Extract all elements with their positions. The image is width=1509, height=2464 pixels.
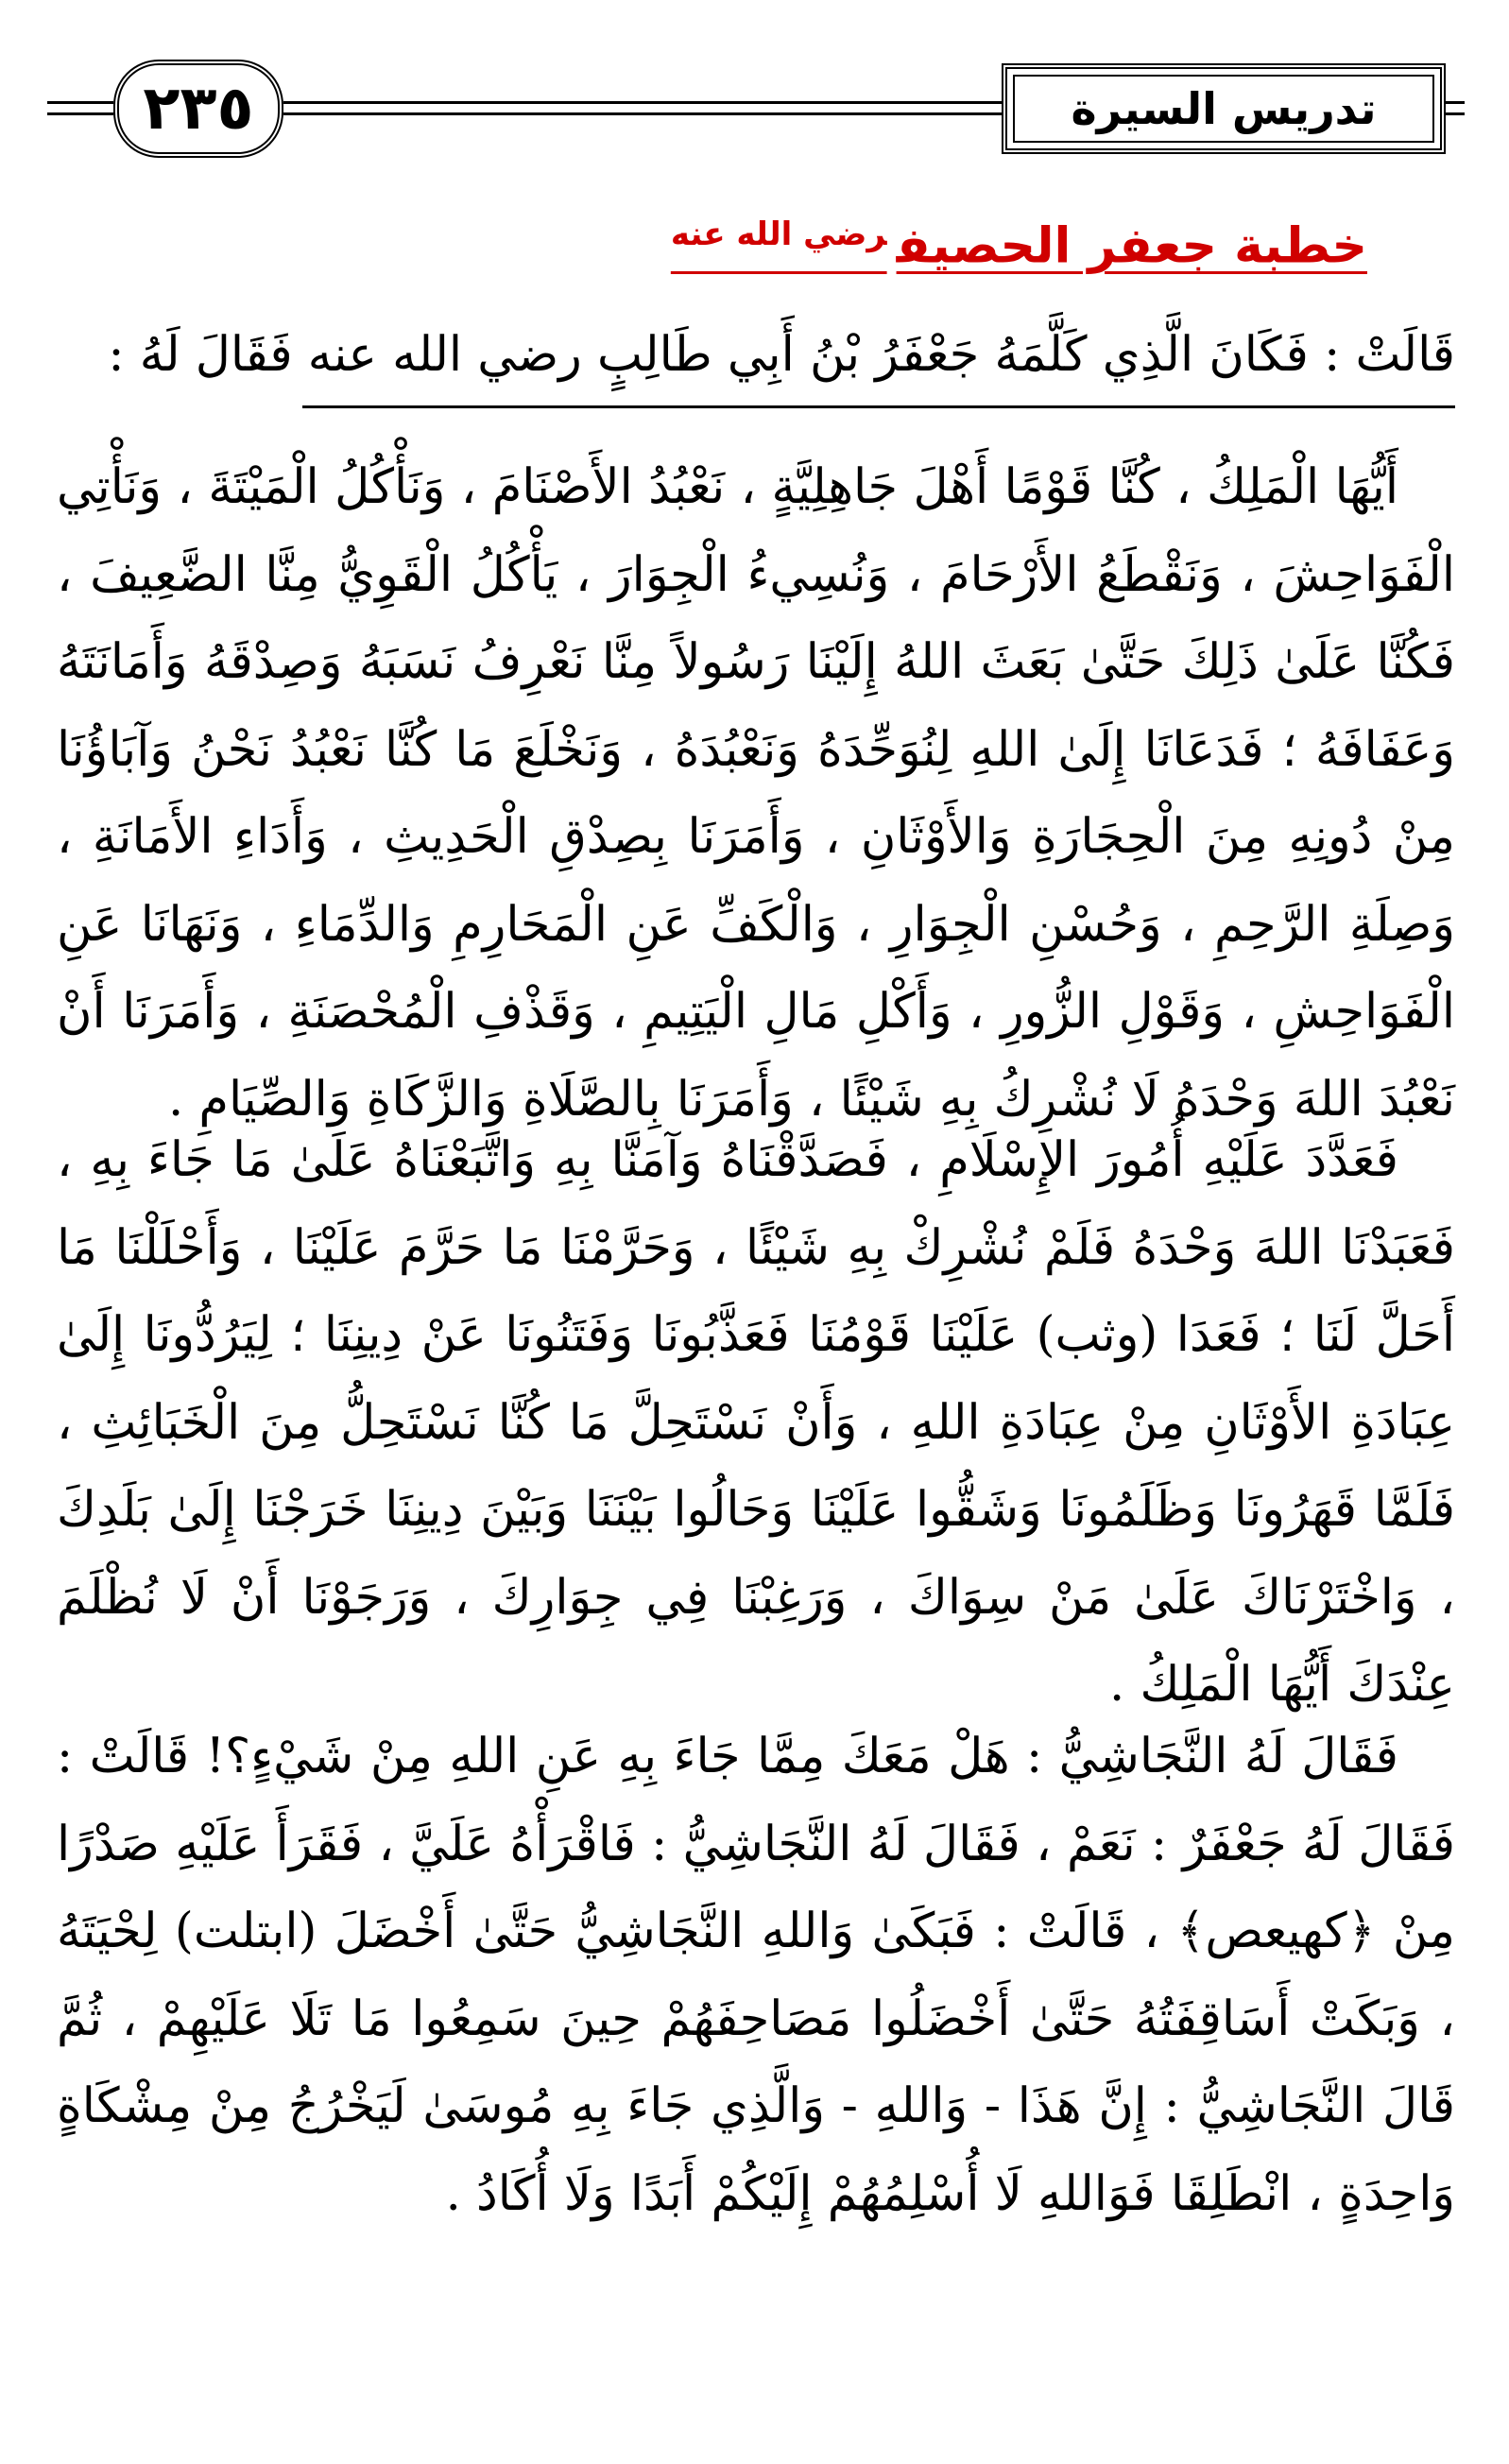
header-rule-middle-top [283,101,1002,104]
intro-line: قَالَتْ : فَكَانَ الَّذِي كَلَّمَهُ جَعْفَرُ بْنُ أَبِي طَالِبٍ رضي الله عنه فَقَالَ لَهُ : [302,312,1455,408]
section-heading [671,215,1367,274]
page-header [47,52,1465,165]
header-rule-left-top [47,101,113,104]
section-title-honorific: رضي الله عنه [670,215,887,253]
page-number: ٢٣٥ [143,74,254,144]
running-title-frame [1002,63,1446,154]
section-title: خطبة جعفر الحصيف [896,217,1367,275]
page-number-frame [113,60,283,158]
header-rule-right-bottom [1446,112,1465,115]
paragraph-1: أَيُّهَا الْمَلِكُ ، كُنَّا قَوْمًا أَهْلَ جَاهِلِيَّةٍ ، نَعْبُدُ الأَصْنَامَ ، وَنَأْكُلُ الْمَيْتَةَ ، وَنَأْتِي الْفَوَاحِشَ ، وَنَقْطَعُ الأَرْحَامَ ، وَنُسِيءُ الْجِوَارَ ، يَأْكُلُ الْقَوِيُّ مِنَّا الضَّعِيفَ ، فَكُنَّا عَلَىٰ ذَلِكَ حَتَّىٰ بَعَثَ اللهُ إِلَيْنَا رَسُولاً مِنَّا نَعْرِفُ نَسَبَهُ وَصِدْقَهُ وَأَمَانَتَهُ وَعَفَافَهُ ؛ فَدَعَانَا إِلَىٰ اللهِ لِنُوَحِّدَهُ وَنَعْبُدَهُ ، وَنَخْلَعَ مَا كُنَّا نَعْبُدُ نَحْنُ وَآبَاؤُنَا مِنْ دُونِهِ مِنَ الْحِجَارَةِ وَالأَوْثَانِ ، وَأَمَرَنَا بِصِدْقِ الْحَدِيثِ ، وَأَدَاءِ الأَمَانَةِ ، وَصِلَةِ الرَّحِمِ ، وَحُسْنِ الْجِوَارِ ، وَالْكَفِّ عَنِ الْمَحَارِمِ وَالدِّمَاءِ ، وَنَهَانَا عَنِ الْفَوَاحِشِ ، وَقَوْلِ الزُّورِ ، وَأَكْلِ مَالِ الْيَتِيمِ ، وَقَذْفِ الْمُحْصَنَةِ ، وَأَمَرَنَا أَنْ نَعْبُدَ اللهَ وَحْدَهُ لَا نُشْرِكُ بِهِ شَيْئًا ، وَأَمَرَنَا بِالصَّلَاةِ وَالزَّكَاةِ وَالصِّيَامِ . [57,459,1455,1128]
running-title: تدريس السيرة [1013,75,1434,143]
header-rule-middle-bottom [283,112,1002,115]
paragraph-3: فَقَالَ لَهُ النَّجَاشِيُّ : هَلْ مَعَكَ مِمَّا جَاءَ بِهِ عَنِ اللهِ مِنْ شَيْءٍ؟! قَالَتْ : فَقَالَ لَهُ جَعْفَرٌ : نَعَمْ ، فَقَالَ لَهُ النَّجَاشِيُّ : فَاقْرَأْهُ عَلَيَّ ، فَقَرَأَ عَلَيْهِ صَدْرًا مِنْ ﴿كهيعص﴾ ، قَالَتْ : فَبَكَىٰ وَاللهِ النَّجَاشِيُّ حَتَّىٰ أَخْضَلَ (ابتلت) لِحْيَتَهُ ، وَبَكَتْ أَسَاقِفَتُهُ حَتَّىٰ أَخْضَلُوا مَصَاحِفَهُمْ حِينَ سَمِعُوا مَا تَلَا عَلَيْهِمْ ، ثُمَّ قَالَ النَّجَاشِيُّ : إِنَّ هَذَا - وَاللهِ - وَالَّذِي جَاءَ بِهِ مُوسَىٰ لَيَخْرُجُ مِنْ مِشْكَاةٍ وَاحِدَةٍ ، انْطَلِقَا فَوَاللهِ لَا أُسْلِمُهُمْ إِلَيْكُمْ أَبَدًا وَلَا أُكَادُ . [57,1729,1455,2222]
header-rule-left-bottom [47,112,113,115]
header-rule-right-top [1446,101,1465,104]
paragraph-2: فَعَدَّدَ عَلَيْهِ أُمُورَ الإِسْلَامِ ، فَصَدَّقْنَاهُ وَآمَنَّا بِهِ وَاتَّبَعْنَاهُ عَلَىٰ مَا جَاءَ بِهِ ، فَعَبَدْنَا اللهَ وَحْدَهُ فَلَمْ نُشْرِكْ بِهِ شَيْئًا ، وَحَرَّمْنَا مَا حَرَّمَ عَلَيْنَا ، وَأَحْلَلْنَا مَا أَحَلَّ لَنَا ؛ فَعَدَا (وثب) عَلَيْنَا قَوْمُنَا فَعَذَّبُونَا وَفَتَنُونَا عَنْ دِينِنَا ؛ لِيَرُدُّونَا إِلَىٰ عِبَادَةِ الأَوْثَانِ مِنْ عِبَادَةِ اللهِ ، وَأَنْ نَسْتَحِلَّ مَا كُنَّا نَسْتَحِلُّ مِنَ الْخَبَائِثِ ، فَلَمَّا قَهَرُونَا وَظَلَمُونَا وَشَقُّوا عَلَيْنَا وَحَالُوا بَيْنَنَا وَبَيْنَ دِينِنَا خَرَجْنَا إِلَىٰ بَلَدِكَ ، وَاخْتَرْنَاكَ عَلَىٰ مَنْ سِوَاكَ ، وَرَغِبْنَا فِي جِوَارِكَ ، وَرَجَوْنَا أَنْ لَا نُظْلَمَ عِنْدَكَ أَيُّهَا الْمَلِكُ . [57,1132,1455,1713]
